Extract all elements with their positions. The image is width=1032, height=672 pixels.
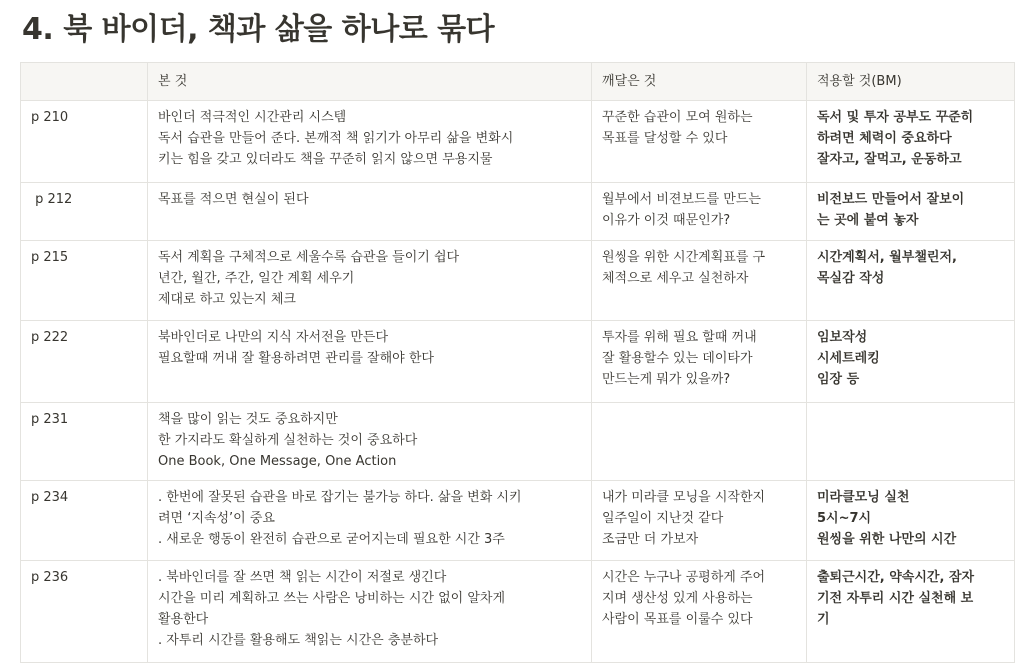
cell-realized-line: 월부에서 비젼보드를 만드는: [602, 192, 761, 207]
header-row: [21, 63, 1015, 101]
table-header: [21, 63, 1015, 101]
cell-seen-line: 활용한다: [158, 612, 209, 627]
cell-page[interactable]: [21, 241, 148, 321]
cell-page[interactable]: [21, 101, 148, 183]
cell-seen-line: 한 가지라도 확실하게 실천하는 것이 중요하다: [158, 433, 418, 448]
cell-realized-line: 내가 미라클 모닝을 시작한지: [602, 490, 766, 505]
cell-seen-line: 필요할때 꺼내 잘 활용하려면 관리를 잘해야 한다: [158, 351, 434, 366]
cell-realized-line: 잘 활용할수 있는 데이타가: [602, 351, 753, 366]
cell-page[interactable]: [21, 561, 148, 663]
cell-seen-line: 바인더 적극적인 시간관리 시스템: [158, 110, 347, 125]
page-number: p 236: [31, 570, 69, 585]
cell-realized-line: 시간은 누구나 공평하게 주어: [602, 570, 766, 585]
cell-realized[interactable]: [592, 101, 807, 183]
cell-page[interactable]: [21, 481, 148, 561]
cell-realized-line: 만드는게 뭐가 있을까?: [602, 372, 731, 387]
table-row: [21, 101, 1015, 183]
cell-apply[interactable]: [807, 241, 1015, 321]
page-number: p 210: [31, 110, 69, 125]
cell-seen-line: 제대로 하고 있는지 체크: [158, 292, 296, 307]
cell-realized-line: 꾸준한 습관이 모여 원하는: [602, 110, 753, 125]
cell-realized-line: 체적으로 세우고 실천하자: [602, 271, 749, 286]
page-number: p 215: [31, 250, 69, 265]
cell-realized-line: 목표를 달성할 수 있다: [602, 131, 728, 146]
cell-apply-line: 임보작성: [817, 330, 868, 345]
cell-realized[interactable]: [592, 183, 807, 241]
cell-realized-line: 일주일이 지난것 같다: [602, 511, 724, 526]
page-number: p 212: [31, 192, 73, 207]
notes-table: [20, 62, 1015, 663]
cell-apply-line: 시간계획서, 월부챌린저,: [817, 250, 957, 265]
cell-apply[interactable]: [807, 183, 1015, 241]
cell-seen[interactable]: [148, 561, 592, 663]
cell-seen[interactable]: [148, 241, 592, 321]
cell-seen-line: 키는 힘을 갖고 있더라도 책을 꾸준히 읽지 않으면 무용지물: [158, 152, 493, 167]
header-seen[interactable]: 본 것: [148, 63, 592, 101]
cell-realized-line: 조금만 더 가보자: [602, 532, 699, 547]
page-title: 4. 북 바이더, 책과 삶을 하나로 묶다: [22, 12, 495, 47]
table-row: [21, 481, 1015, 561]
cell-realized-line: 투자를 위해 필요 할때 꺼내: [602, 330, 757, 345]
cell-page[interactable]: [21, 321, 148, 403]
table-row: [21, 561, 1015, 663]
table-body: [21, 101, 1015, 663]
cell-apply[interactable]: [807, 321, 1015, 403]
cell-apply-line: 5시~7시: [817, 511, 872, 526]
cell-seen-line: 목표를 적으면 현실이 된다: [158, 192, 309, 207]
cell-seen-line: 독서 계획을 구체적으로 세울수록 습관을 들이기 쉽다: [158, 250, 460, 265]
cell-seen-line: 북바인더로 나만의 지식 자서전을 만든다: [158, 330, 389, 345]
cell-apply-line: 잘자고, 잘먹고, 운동하고: [817, 152, 962, 167]
cell-apply-line: 임장 등: [817, 372, 860, 387]
cell-seen-line: 년간, 월간, 주간, 일간 계획 세우기: [158, 271, 355, 286]
cell-realized[interactable]: [592, 241, 807, 321]
page-number: p 222: [31, 330, 69, 345]
cell-apply-line: 목실감 작성: [817, 271, 885, 286]
cell-apply-line: 출퇴근시간, 약속시간, 잠자: [817, 570, 975, 585]
cell-seen[interactable]: [148, 321, 592, 403]
cell-realized[interactable]: [592, 561, 807, 663]
table-row: [21, 183, 1015, 241]
cell-apply-line: 시세트레킹: [817, 351, 880, 366]
cell-apply[interactable]: [807, 561, 1015, 663]
cell-realized-line: 원씽을 위한 시간계획표를 구: [602, 250, 766, 265]
cell-realized[interactable]: [592, 481, 807, 561]
cell-apply-line: 미라클모닝 실천: [817, 490, 910, 505]
cell-realized-line: 지며 생산성 있게 사용하는: [602, 591, 753, 606]
cell-realized-line: 이유가 이것 때문인가?: [602, 213, 731, 228]
header-apply[interactable]: 적용할 것(BM): [807, 63, 1015, 101]
cell-apply-line: 기: [817, 612, 830, 627]
cell-seen-line: One Book, One Message, One Action: [158, 454, 397, 469]
cell-seen[interactable]: [148, 481, 592, 561]
cell-seen-line: . 한번에 잘못된 습관을 바로 잡기는 불가능 하다. 삶을 변화 시키: [158, 490, 522, 505]
cell-page[interactable]: [21, 403, 148, 481]
cell-apply[interactable]: [807, 403, 1015, 481]
cell-seen-line: 책을 많이 읽는 것도 중요하지만: [158, 412, 338, 427]
cell-apply-line: 기전 자투리 시간 실천해 보: [817, 591, 974, 606]
page-number: p 234: [31, 490, 69, 505]
cell-apply-line: 독서 및 투자 공부도 꾸준히: [817, 110, 974, 125]
cell-apply[interactable]: [807, 101, 1015, 183]
cell-seen-line: . 북바인더를 잘 쓰면 책 읽는 시간이 저절로 생긴다: [158, 570, 447, 585]
cell-seen[interactable]: [148, 101, 592, 183]
cell-seen[interactable]: [148, 183, 592, 241]
cell-realized[interactable]: [592, 403, 807, 481]
cell-realized[interactable]: [592, 321, 807, 403]
cell-seen-line: 독서 습관을 만들어 준다. 본깨적 책 읽기가 아무리 삶을 변화시: [158, 131, 514, 146]
cell-seen-line: . 자투리 시간를 활용해도 책읽는 시간은 충분하다: [158, 633, 439, 648]
table-row: [21, 241, 1015, 321]
cell-apply[interactable]: [807, 481, 1015, 561]
cell-realized-line: 사람이 목표를 이룰수 있다: [602, 612, 753, 627]
cell-seen-line: 시간을 미리 계획하고 쓰는 사람은 낭비하는 시간 없이 알차게: [158, 591, 506, 606]
page-number: p 231: [31, 412, 69, 427]
header-page[interactable]: [21, 63, 148, 101]
cell-apply-line: 비전보드 만들어서 잘보이: [817, 192, 965, 207]
table-row: [21, 403, 1015, 481]
cell-seen-line: . 새로운 행동이 완전히 습관으로 굳어지는데 필요한 시간 3주: [158, 532, 505, 547]
cell-seen-line: 려면 ‘지속성’이 중요: [158, 511, 275, 526]
header-realized[interactable]: 깨달은 것: [592, 63, 807, 101]
table-row: [21, 321, 1015, 403]
cell-page[interactable]: [21, 183, 148, 241]
cell-apply-line: 는 곳에 붙여 놓자: [817, 213, 919, 228]
cell-seen[interactable]: [148, 403, 592, 481]
cell-apply-line: 원씽을 위한 나만의 시간: [817, 532, 957, 547]
cell-apply-line: 하려면 체력이 중요하다: [817, 131, 952, 146]
